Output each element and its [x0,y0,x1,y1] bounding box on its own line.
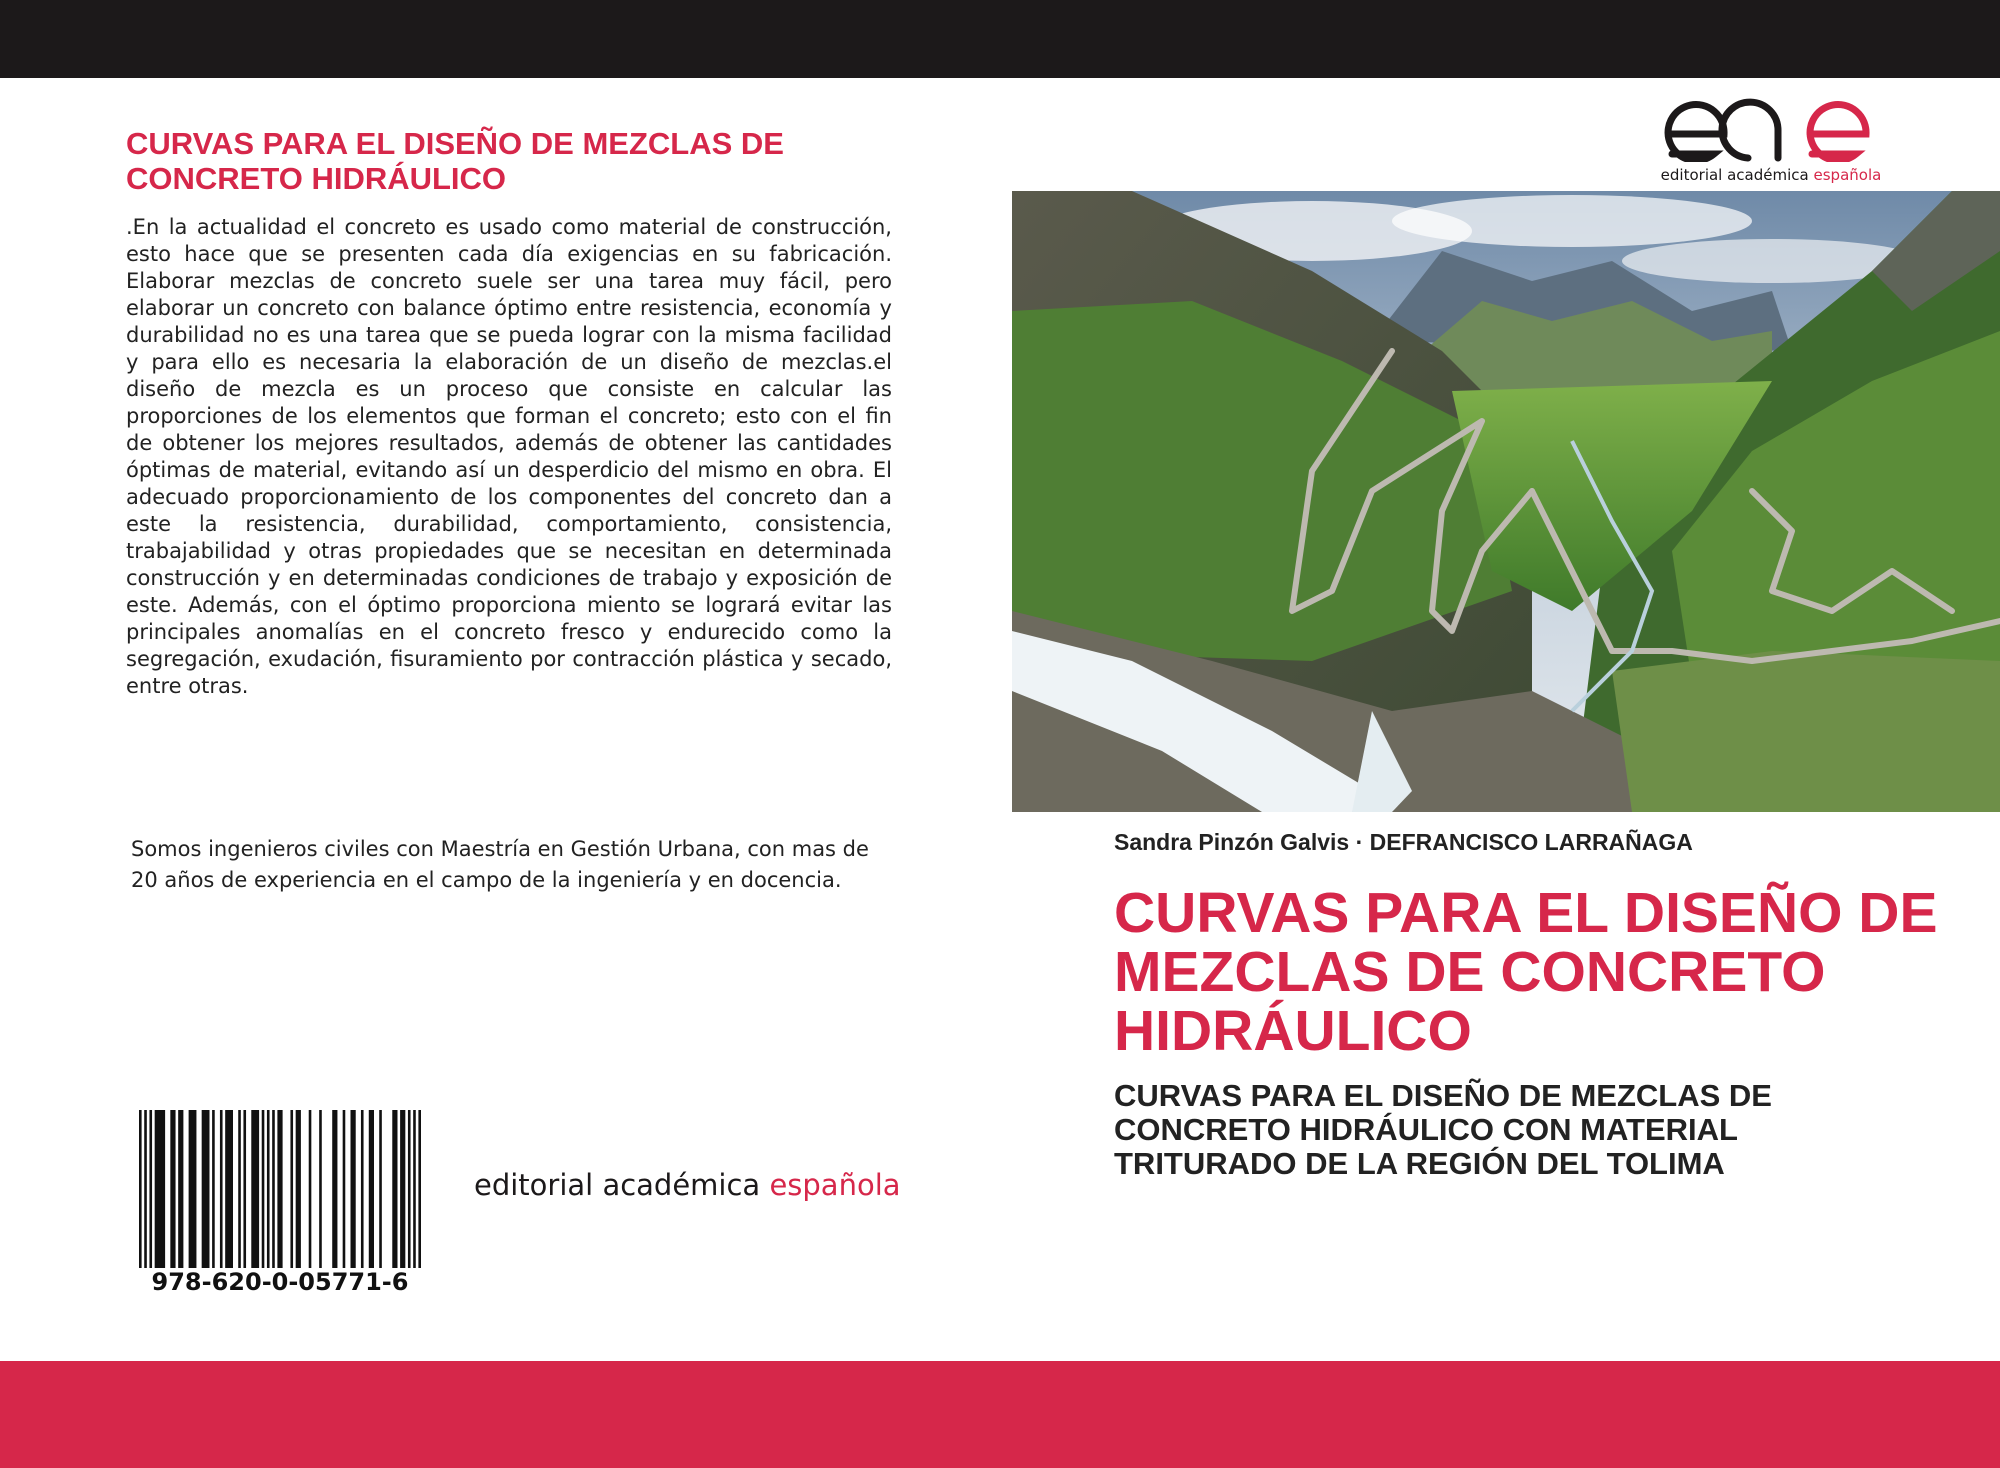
eae-logo-icon [1662,96,1880,162]
barcode-bar [361,1110,364,1268]
barcode-bar [267,1110,270,1268]
barcode-bar [243,1110,246,1268]
barcode-bar [220,1110,223,1268]
barcode-bar [413,1110,416,1268]
author-bio: Somos ingenieros civiles con Maestría en Gestión Urbana, con mas de 20 años de experiencia en el campo de la ingeniería y en docencia. [131,837,869,892]
barcode-bar [369,1110,374,1268]
barcode-bar [149,1110,152,1268]
barcode-bar [408,1110,411,1268]
barcode-bar [332,1110,337,1268]
barcode-bar [296,1110,301,1268]
barcode-bar [170,1110,175,1268]
bottom-accent-band [0,1361,2000,1468]
barcode-bar [202,1110,210,1268]
barcode-bar [400,1110,405,1268]
barcode-bar [277,1110,282,1268]
barcode-bar [251,1110,259,1268]
top-dark-band [0,0,2000,78]
logo-main-text: editorial académica [1660,166,1809,184]
barcode-bar [319,1110,322,1268]
front-cover-title: CURVAS PARA EL DISEÑO DE MEZCLAS DE CONCRETO HIDRÁULICO [1114,881,1938,1063]
publisher-name-back [474,1168,901,1202]
front-cover-subtitle: CURVAS PARA EL DISEÑO DE MEZCLAS DE CONCRETO HIDRÁULICO CON MATERIAL TRITURADO DE LA REGIÓN DEL TOLIMA [1114,1078,1772,1181]
barcode-bar [379,1110,382,1268]
barcode-icon [139,1110,421,1268]
back-cover-blurb: .En la actualidad el concreto es usado como material de construcción, esto hace que se presenten cada día exigencias en su fabricación. Elaborar mezclas de concreto suele ser una tarea muy fácil, pero elaborar un concreto con balance óptimo entre resistencia, economía y durabilidad no es una tarea que se pueda lograr con la misma facilidad y para ello es necesaria la elaboración de un diseño de mezclas.el diseño de mezcla es un proceso que consiste en calcular las proporciones de los elementos que forman el concreto; esto con el fin de obtener los mejores resultados, además de obtener las cantidades óptimas de material, evitando así un desperdicio del mismo en obra. El adecuado proporcionamiento de los componentes del concreto dan a este la resistencia, durabilidad, comportamiento, consistencia, trabajabilidad y otras propiedades que se necesitan en determinada construcción y en determinadas condiciones de trabajo y exposición de este. Además, con el óptimo proporciona miento se logrará evitar las principales anomalías en el concreto fresco y endurecido como la segregación, exudación, fisuramiento por contracción plástica y secado, entre otras. [126,215,892,698]
barcode-bar [351,1110,356,1268]
publisher-logo [1658,96,1884,188]
barcode-bar [144,1110,147,1268]
isbn-number: 978-620-0-05771-6 [151,1268,409,1296]
barcode-bar [418,1110,421,1268]
barcode-bar [178,1110,183,1268]
barcode-bar [225,1110,233,1268]
publisher-main: editorial académica [474,1168,761,1202]
barcode-bar [139,1110,142,1268]
isbn-barcode-block [139,1110,421,1300]
back-cover-title: CURVAS PARA EL DISEÑO DE MEZCLAS DE CONCRETO HIDRÁULICO [126,126,784,196]
cover-photo [1012,191,2000,812]
barcode-bar [212,1110,215,1268]
barcode-bar [343,1110,346,1268]
logo-accent-text: española [1813,166,1882,184]
barcode-bar [262,1110,265,1268]
barcode-bar [309,1110,312,1268]
barcode-bar [238,1110,241,1268]
barcode-bar [392,1110,397,1268]
book-authors: Sandra Pinzón Galvis · DEFRANCISCO LARRAÑAGA [1114,829,1693,855]
mountain-valley-photo-icon [1012,191,2000,812]
barcode-bar [272,1110,275,1268]
barcode-bar [290,1110,293,1268]
barcode-bar [189,1110,197,1268]
logo-wordmark [1658,166,1884,184]
barcode-bar [155,1110,165,1268]
publisher-accent: española [769,1168,901,1202]
